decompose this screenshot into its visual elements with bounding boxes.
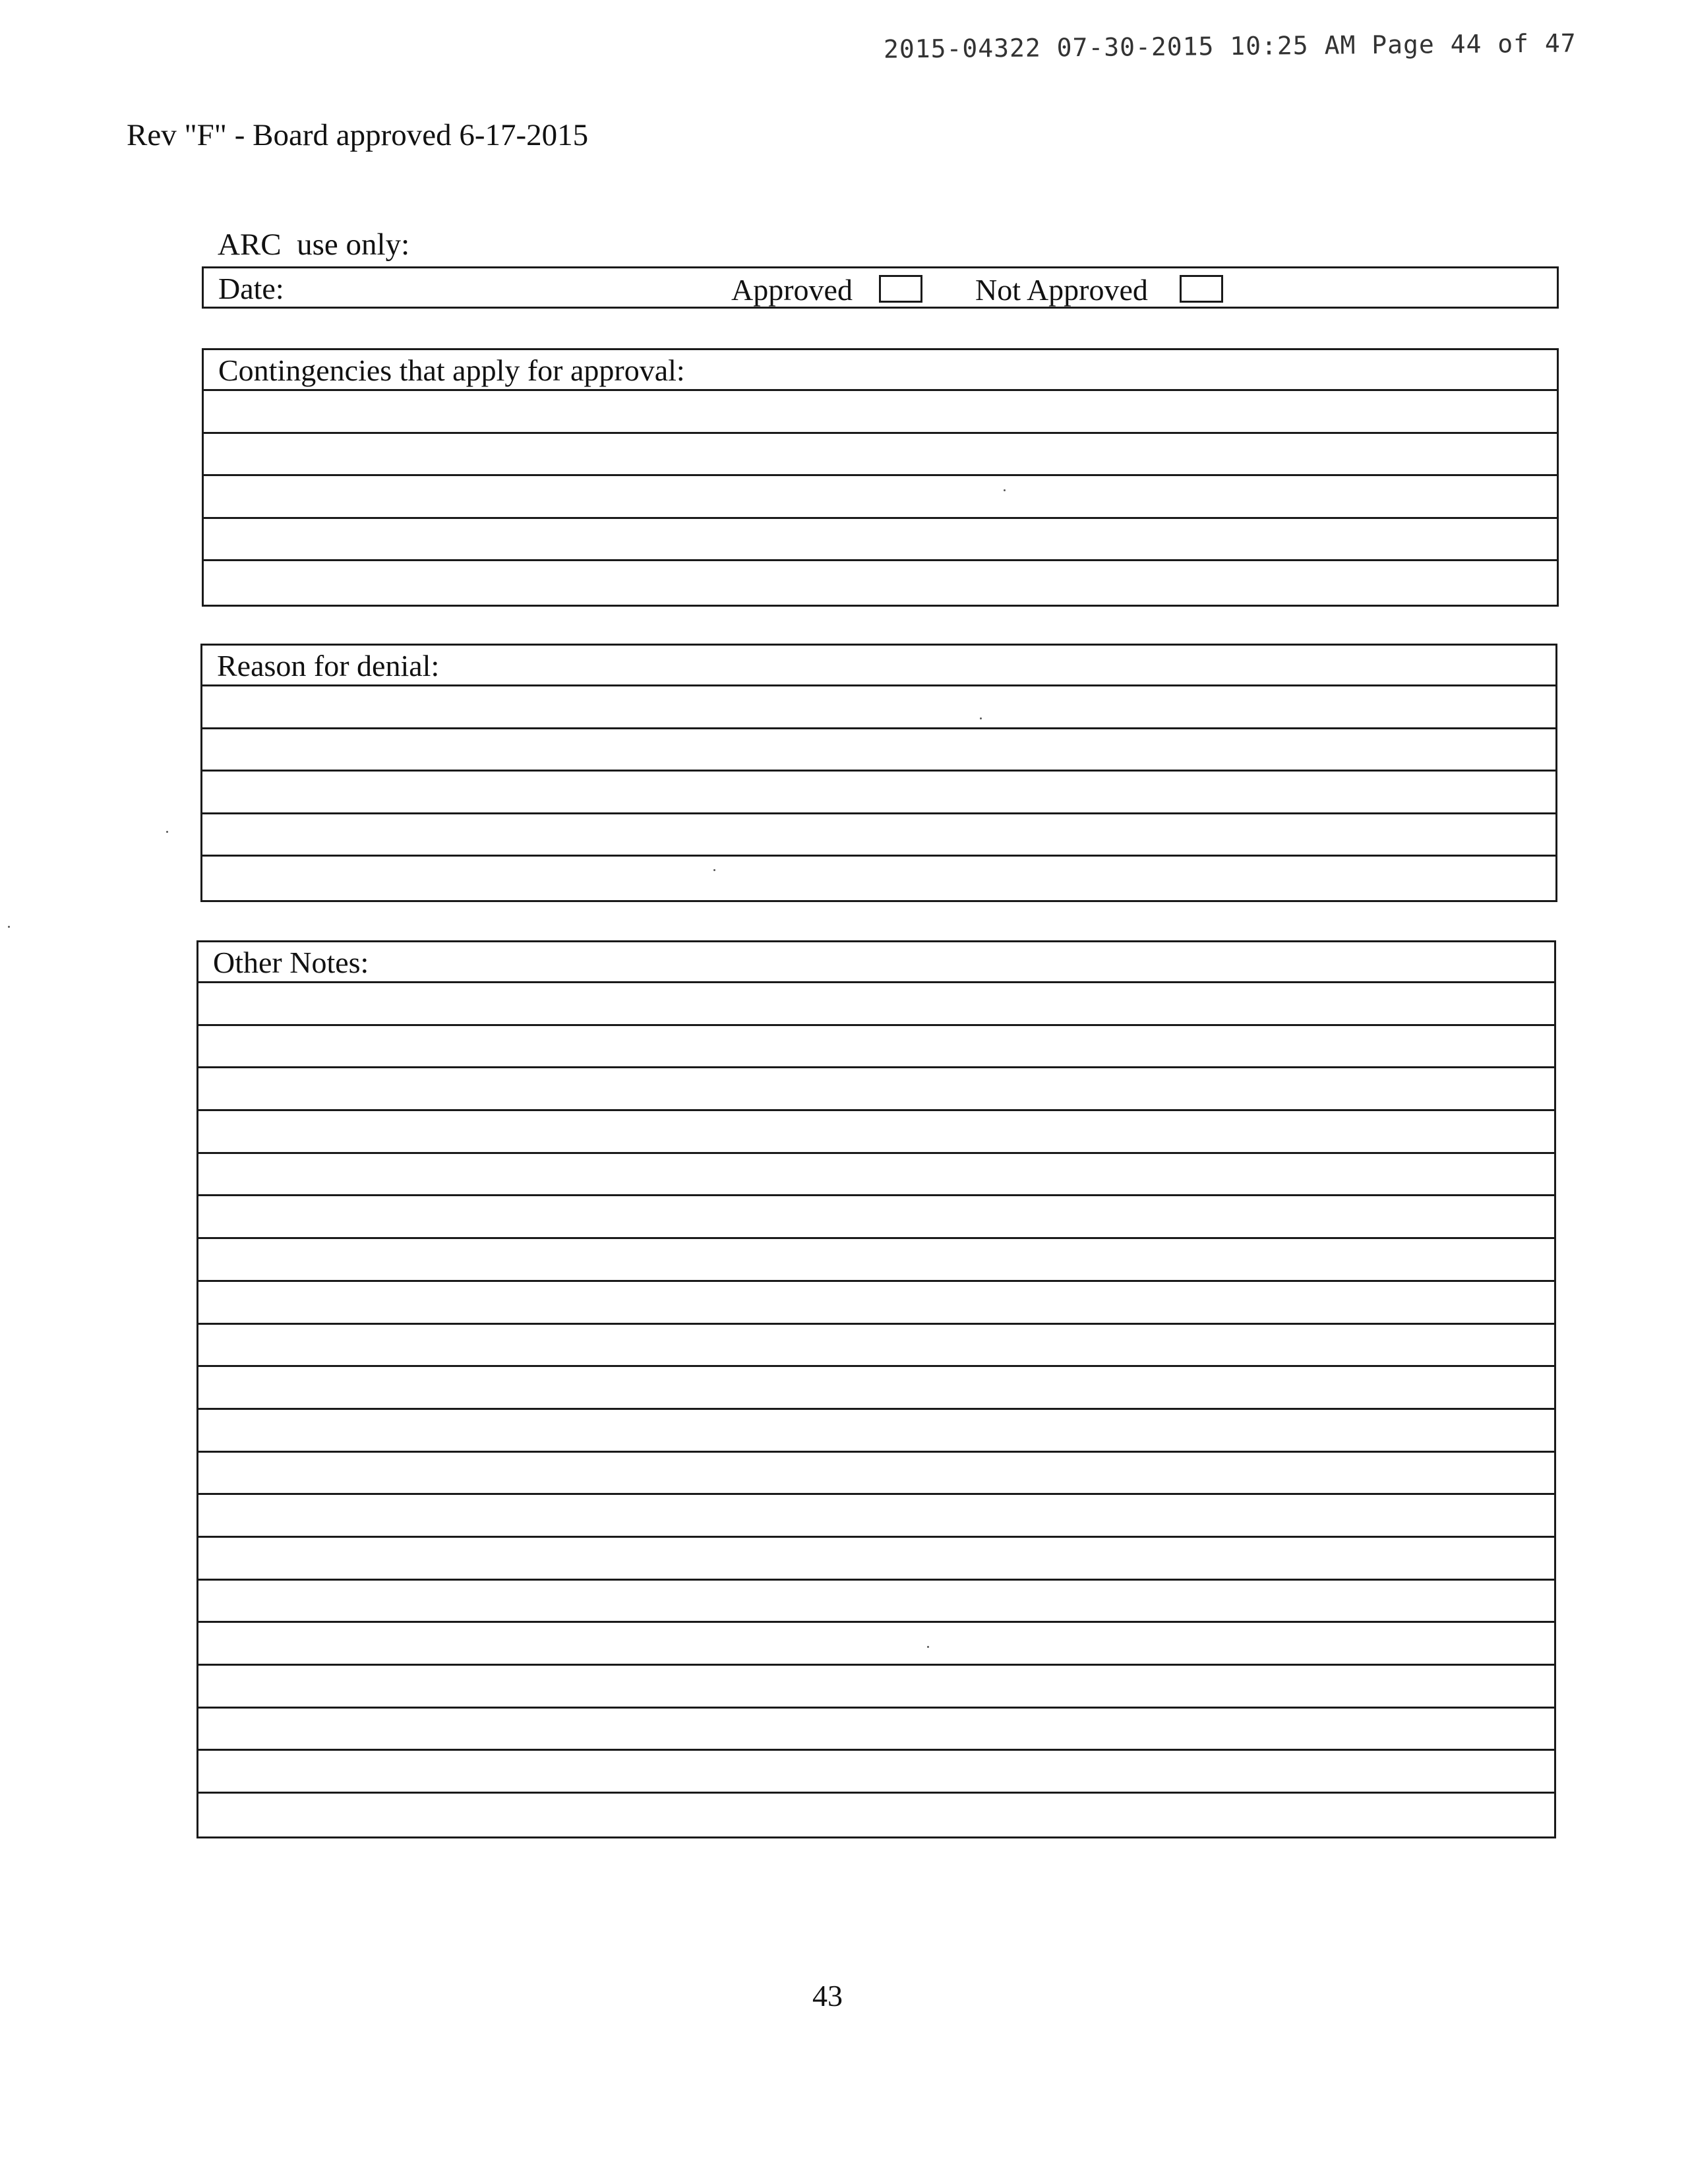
arc-use-only-label: ARC use only: — [218, 228, 410, 262]
writing-line[interactable] — [198, 1495, 1554, 1538]
writing-line[interactable] — [204, 391, 1557, 434]
other-notes-title: Other Notes: — [198, 942, 1554, 983]
writing-line[interactable] — [198, 983, 1554, 1026]
writing-line[interactable] — [198, 1282, 1554, 1325]
other-notes-lines — [198, 983, 1554, 1836]
writing-line[interactable] — [198, 1068, 1554, 1111]
writing-line[interactable] — [198, 1239, 1554, 1282]
scan-speck — [1004, 489, 1006, 491]
scan-speck — [713, 869, 715, 871]
writing-line[interactable] — [198, 1196, 1554, 1239]
writing-line[interactable] — [202, 857, 1555, 899]
writing-line[interactable] — [198, 1410, 1554, 1453]
writing-line[interactable] — [202, 814, 1555, 857]
writing-line[interactable] — [198, 1666, 1554, 1709]
writing-line[interactable] — [198, 1367, 1554, 1410]
denial-lines — [202, 686, 1555, 899]
writing-line[interactable] — [198, 1751, 1554, 1794]
denial-box — [200, 644, 1557, 902]
page-number: 43 — [812, 1979, 843, 2013]
writing-line[interactable] — [198, 1623, 1554, 1666]
writing-line[interactable] — [202, 729, 1555, 772]
writing-line[interactable] — [198, 1154, 1554, 1197]
not-approved-label: Not Approved — [975, 273, 1148, 307]
scan-speck — [927, 1646, 929, 1648]
writing-line[interactable] — [204, 519, 1557, 562]
writing-line[interactable] — [204, 434, 1557, 477]
writing-line[interactable] — [202, 772, 1555, 814]
approved-checkbox[interactable] — [879, 275, 922, 303]
scan-speck — [8, 926, 10, 928]
contingencies-lines — [204, 391, 1557, 604]
scan-speck — [166, 831, 168, 833]
writing-line[interactable] — [204, 561, 1557, 604]
date-label: Date: — [218, 272, 284, 305]
contingencies-title: Contingencies that apply for approval: — [204, 350, 1557, 391]
writing-line[interactable] — [198, 1026, 1554, 1069]
writing-line[interactable] — [198, 1581, 1554, 1623]
writing-line[interactable] — [198, 1325, 1554, 1368]
writing-line[interactable] — [204, 476, 1557, 519]
other-notes-box — [196, 940, 1556, 1838]
writing-line[interactable] — [198, 1794, 1554, 1836]
writing-line[interactable] — [198, 1453, 1554, 1496]
revision-line: Rev "F" - Board approved 6-17-2015 — [127, 118, 589, 152]
writing-line[interactable] — [198, 1709, 1554, 1751]
scan-speck — [980, 717, 982, 719]
writing-line[interactable] — [202, 686, 1555, 729]
writing-line[interactable] — [198, 1111, 1554, 1154]
fax-header: 2015-04322 07-30-2015 10:25 AM Page 44 of 47 — [883, 28, 1577, 64]
writing-line[interactable] — [198, 1538, 1554, 1581]
contingencies-box — [202, 348, 1559, 607]
not-approved-checkbox[interactable] — [1180, 275, 1223, 303]
denial-title: Reason for denial: — [202, 646, 1555, 686]
arc-date-approval-row — [202, 266, 1559, 309]
approved-label: Approved — [731, 273, 853, 307]
